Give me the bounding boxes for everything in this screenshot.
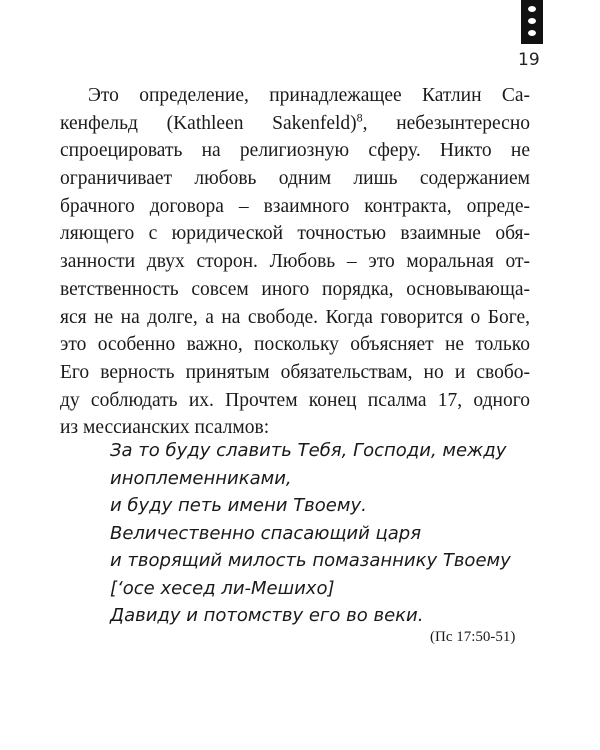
text-line: брачного договора – взаимного контракта, опреде- <box>60 195 530 217</box>
text-line: спроецировать на религиозную сферу. Никто не <box>60 140 530 162</box>
text-line: яся не на долге, а на свободе. Когда говорится о Боге, <box>60 306 530 328</box>
text-line: это особенно важно, поскольку объясняет не только <box>60 334 530 356</box>
text-line: Это определение, принадлежащее Катлин Са- <box>88 85 530 106</box>
text-line: из мессианских псалмов: <box>60 417 270 439</box>
verse-line: иноплеменниками, <box>110 467 292 489</box>
text-line: ветственность совсем иного порядка, основывающа- <box>60 278 530 300</box>
text-line: занности двух сторон. Любовь – это моральная от- <box>60 251 530 273</box>
verse-line: [‘осе хесед ли-Мешихо] <box>110 577 335 599</box>
text-line: Его верность принятым обязательствам, но и свобо- <box>60 361 530 383</box>
page-ornament-icon <box>521 0 543 44</box>
text-span: , небезынтересно <box>362 112 530 134</box>
psalm-quote <box>110 437 511 630</box>
page-number: 19 <box>518 50 540 70</box>
text-line: ляющего с юридической точностью взаимные обя- <box>60 223 530 245</box>
text-line: ду соблюдать их. Прочтем конец псалма 17, одного <box>60 389 530 411</box>
verse-line: Величественно спасающий царя <box>110 522 422 544</box>
text-line <box>60 110 530 138</box>
scripture-reference: (Пс 17:50-51) <box>430 629 516 645</box>
text-span: кенфельд (Kathleen Sakenfeld) <box>60 112 357 134</box>
verse-line: Давиду и потомству его во веки. <box>110 605 424 626</box>
body-paragraph <box>60 82 530 442</box>
verse-line: и буду петь имени Твоему. <box>110 495 367 516</box>
verse-line: За то буду славить Тебя, Господи, между <box>110 440 507 461</box>
verse-line: и творящий милость помазаннику Твоему <box>110 550 511 571</box>
footnote-mark: 8 <box>356 110 363 125</box>
text-line: ограничивает любовь одним лишь содержанием <box>60 168 530 190</box>
